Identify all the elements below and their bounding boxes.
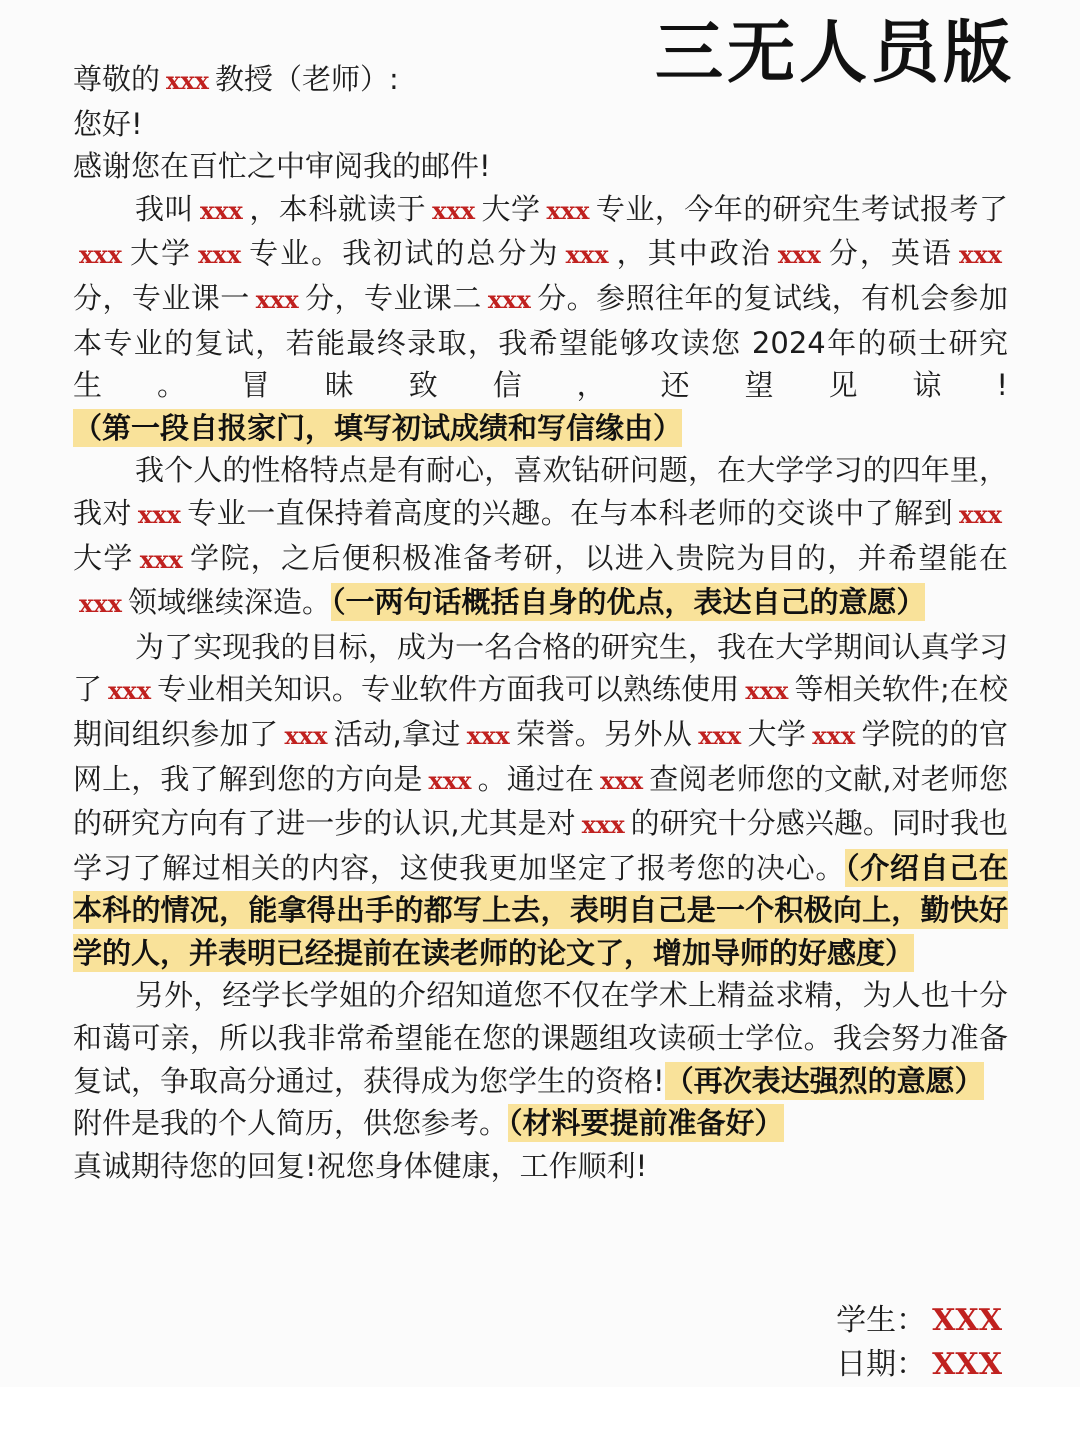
text-segment: 大学 <box>481 191 541 226</box>
text-segment: 分，专业课一 <box>73 280 250 315</box>
highlighted-note: （材料要提前准备好） <box>508 1106 784 1141</box>
closing-line: 真诚期待您的回复!祝您身体健康，工作顺利! <box>73 1148 648 1183</box>
signature-placeholder: XXX <box>932 1347 1002 1382</box>
placeholder-mark: xxx <box>565 240 609 270</box>
highlighted-note: （第一段自报家门，填写初试成绩和写信缘由） <box>73 410 683 445</box>
highlighted-note: （再次表达强烈的意愿） <box>664 1063 984 1098</box>
text-segment: 等相关软件;在校期间组织参加了 <box>73 672 1008 751</box>
text-segment: 专业相关知识。专业软件方面我可以熟练使用 <box>157 672 740 707</box>
thanks-line: 感谢您在百忙之中审阅我的邮件! <box>73 149 491 184</box>
student-signature <box>702 1300 1002 1342</box>
placeholder-mark: xxx <box>137 499 181 529</box>
student-label: 学生： <box>836 1303 927 1338</box>
placeholder-mark: xxx <box>79 589 122 619</box>
text-segment: ，其中政治 <box>614 236 772 271</box>
text-segment: 附件是我的个人简历，供您参考。 <box>73 1106 509 1141</box>
text-segment: 我叫 <box>135 191 194 226</box>
placeholder-mark: xxx <box>487 284 531 314</box>
text-segment: 专业一直保持着高度的兴趣。在与本科老师的交谈中了解到 <box>186 495 954 530</box>
placeholder-mark: xxx <box>198 240 242 270</box>
placeholder-mark: xxx <box>428 765 472 795</box>
text-segment: 。通过在 <box>477 761 595 796</box>
placeholder-mark: xxx <box>166 66 209 95</box>
placeholder-mark: xxx <box>108 676 152 706</box>
salutation-line <box>73 58 1008 103</box>
text-segment: 另外，经学长学姐的介绍知道您不仅在学术上精益求精，为人也十分和蔼可亲，所以我非常希望能在您的课题组攻读硕士学位。我会努力准备复试，争取高分通过，获得成为您学生的资格! <box>73 978 1008 1098</box>
placeholder-mark: xxx <box>581 810 625 840</box>
text-segment: 大学 <box>747 716 807 751</box>
paragraph-attachment <box>73 1102 1008 1145</box>
placeholder-mark: xxx <box>284 720 328 750</box>
placeholder-mark: xxx <box>139 544 183 574</box>
text-segment: 大学 <box>73 540 134 575</box>
text-segment: 为了实现我的目标，成为一名合格的研究生，我在大学期间认真学习了 <box>73 629 1008 707</box>
placeholder-mark: xxx <box>432 195 476 225</box>
placeholder-mark: xxx <box>745 676 789 706</box>
text-segment: 荣誉。另外从 <box>515 716 693 751</box>
version-banner: 三无人员版 <box>655 14 1016 93</box>
text-segment: 的研究十分感兴趣。同时我也学习了解过相关的内容，这使我更加坚定了报考您的决心。 <box>73 806 1008 885</box>
bottom-margin <box>0 1387 1080 1431</box>
paragraph-intent <box>73 974 1008 1102</box>
placeholder-mark: xxx <box>466 720 510 750</box>
signature-placeholder: XXX <box>932 1303 1002 1338</box>
placeholder-mark: xxx <box>199 195 243 225</box>
greeting-line: 您好! <box>73 106 143 141</box>
paragraph-background <box>73 626 1008 975</box>
placeholder-mark: xxx <box>959 499 1002 529</box>
highlighted-note: （一两句话概括自身的优点，表达自己的意愿） <box>330 585 926 620</box>
placeholder-mark: xxx <box>698 720 742 750</box>
letter-body <box>73 58 1008 1187</box>
placeholder-mark: xxx <box>777 240 821 270</box>
placeholder-mark: xxx <box>546 195 590 225</box>
text-segment: 分。参照往年的复试线，有机会参加本专业的复试，若能最终录取，我希望能够攻读您 2024年的硕士研究生。冒昧致信，还望见谅! <box>73 280 1008 403</box>
date-label: 日期： <box>836 1347 927 1382</box>
text-segment: 学院，之后便积极准备考研，以进入贵院为目的，并希望能在 <box>188 540 1008 575</box>
placeholder-mark: xxx <box>255 284 299 314</box>
text-segment: 分，专业课二 <box>304 280 482 315</box>
paragraph-introduction <box>73 188 1008 450</box>
placeholder-mark: xxx <box>959 240 1002 270</box>
salutation-prefix: 尊敬的 <box>73 62 161 96</box>
text-segment: 专业，今年的研究生考试报考了 <box>595 191 1008 226</box>
text-segment: 领域继续深造。 <box>127 585 331 620</box>
date-signature <box>702 1344 1002 1386</box>
placeholder-mark: xxx <box>812 720 856 750</box>
text-segment: 大学 <box>127 236 193 271</box>
highlighted-note: （介绍自己在本科的情况，能拿得出手的都写上去，表明自己是一个积极向上，勤快好学的人，并表明已经提前在读老师的论文了，增加导师的好感度） <box>73 850 1008 970</box>
placeholder-mark: xxx <box>79 240 122 270</box>
text-segment: 学院的的官网上，我了解到您的方向是 <box>73 716 1008 796</box>
salutation-suffix: 教授（老师）: <box>214 62 399 96</box>
text-segment: 专业。我初试的总分为 <box>247 236 560 271</box>
text-segment: 查阅老师您的文献,对老师您的研究方向有了进一步的认识,尤其是对 <box>73 761 1008 841</box>
text-segment: 我个人的性格特点是有耐心，喜欢钻研问题，在大学学习的四年里，我对 <box>73 453 1008 530</box>
placeholder-mark: xxx <box>600 765 644 795</box>
text-segment: ，本科就读于 <box>248 191 427 226</box>
text-segment: 活动,拿过 <box>333 716 461 751</box>
paragraph-personality <box>73 449 1008 625</box>
text-segment: 分，英语 <box>826 236 954 271</box>
